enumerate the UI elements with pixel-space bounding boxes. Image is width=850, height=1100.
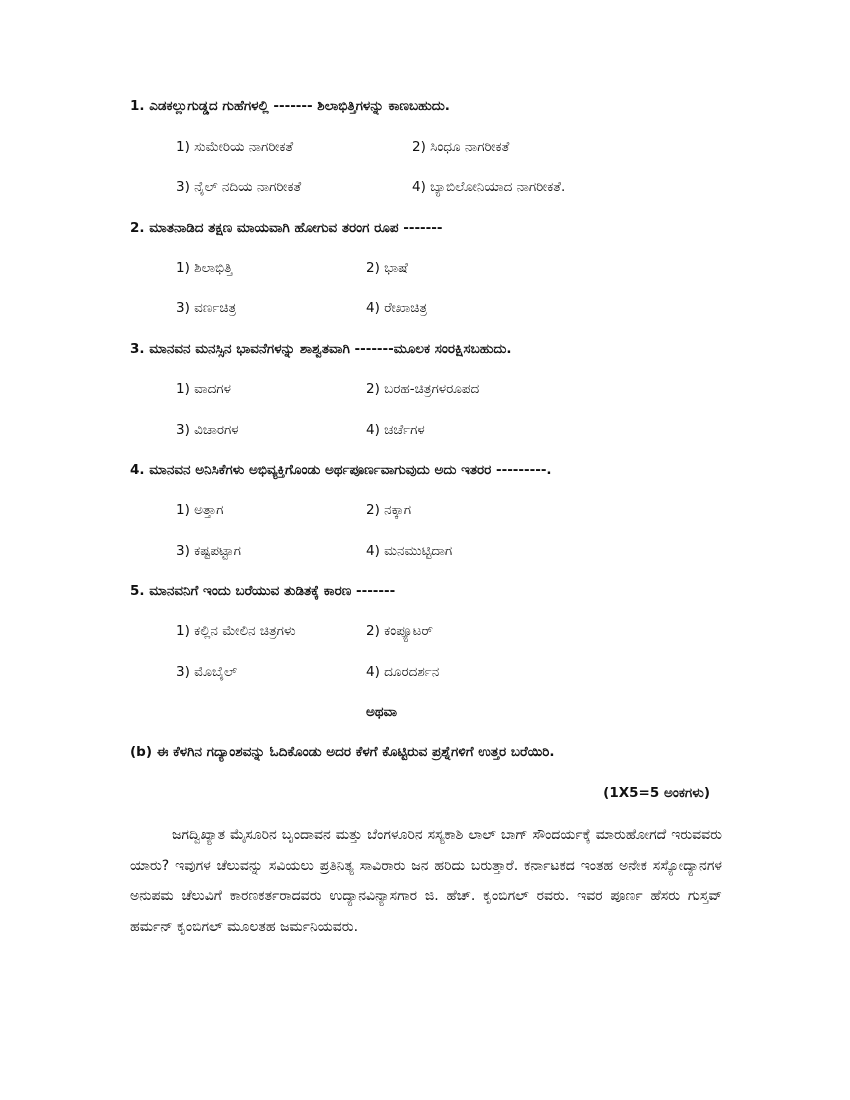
marks-label: (1X5=5 ಅಂಕಗಳು) bbox=[603, 785, 710, 801]
q1-option-2: 2) ಸಿಂಧೂ ನಾಗರೀಕತೆ bbox=[412, 139, 510, 155]
q2-option-2: 2) ಭಾಷೆ bbox=[366, 260, 408, 276]
q4-option-2: 2) ನಕ್ಕಾಗ bbox=[366, 502, 412, 518]
question-2: 2. ಮಾತನಾಡಿದ ತಕ್ಷಣ ಮಾಯವಾಗಿ ಹೋಗುವ ತರಂಗ ರೂಪ ------- bbox=[130, 220, 443, 236]
question-4: 4. ಮಾನವನ ಅನಿಸಿಕೆಗಳು ಅಭಿವ್ಯಕ್ತಿಗೊಂಡು ಅರ್ಥಪೂರ್ಣವಾಗುವುದು ಅದು ಇತರರ ---------. bbox=[130, 462, 552, 478]
q1-option-3: 3) ನೈಲ್ ನದಿಯ ನಾಗರೀಕತೆ bbox=[176, 179, 302, 195]
q4-option-1: 1) ಅತ್ತಾಗ bbox=[176, 502, 224, 518]
q2-option-3: 3) ವರ್ಣಚಿತ್ರ bbox=[176, 300, 237, 316]
q5-option-1: 1) ಕಲ್ಲಿನ ಮೇಲಿನ ಚಿತ್ರಗಳು bbox=[176, 623, 296, 639]
q3-option-4: 4) ಚರ್ಚೆಗಳ bbox=[366, 422, 425, 438]
question-1: 1. ಎಡಕಲ್ಲುಗುಡ್ಡದ ಗುಹೆಗಳಲ್ಲಿ ------- ಶಿಲಾಭಿತ್ತಿಗಳನ್ನು ಕಾಣಬಹುದು. bbox=[130, 98, 450, 114]
or-label: ಅಥವಾ bbox=[366, 704, 398, 720]
q3-option-3: 3) ವಿಚಾರಗಳ bbox=[176, 422, 239, 438]
q5-option-3: 3) ಮೊಬೈಲ್ bbox=[176, 664, 238, 680]
q5-option-4: 4) ದೂರದರ್ಶನ bbox=[366, 664, 440, 680]
q1-option-4: 4) ಬ್ಯಾಬಿಲೋನಿಯಾದ ನಾಗರೀಕತೆ. bbox=[412, 179, 566, 195]
q3-option-2: 2) ಬರಹ-ಚಿತ್ರಗಳರೂಪದ bbox=[366, 381, 480, 397]
section-b-instruction: (b) ಈ ಕೆಳಗಿನ ಗದ್ಯಾಂಶವನ್ನು ಓದಿಕೊಂಡು ಅದರ ಕೆಳಗೆ ಕೊಟ್ಟಿರುವ ಪ್ರಶ್ನೆಗಳಿಗೆ ಉತ್ತರ ಬರೆಯಿರಿ. bbox=[130, 744, 555, 760]
q2-option-4: 4) ರೇಖಾಚಿತ್ರ bbox=[366, 300, 428, 316]
q5-option-2: 2) ಕಂಪ್ಯೂಟರ್ bbox=[366, 623, 433, 639]
q2-option-1: 1) ಶಿಲಾಭಿತ್ತಿ bbox=[176, 260, 233, 276]
q4-option-4: 4) ಮನಮುಟ್ಟಿದಾಗ bbox=[366, 543, 453, 559]
question-3: 3. ಮಾನವನ ಮನಸ್ಸಿನ ಭಾವನೆಗಳನ್ನು ಶಾಶ್ವತವಾಗಿ -------ಮೂಲಕ ಸಂರಕ್ಷಿಸಬಹುದು. bbox=[130, 341, 512, 357]
question-5: 5. ಮಾನವನಿಗೆ ಇಂದು ಬರೆಯುವ ತುಡಿತಕ್ಕೆ ಕಾರಣ ------- bbox=[130, 583, 396, 599]
q4-option-3: 3) ಕಷ್ಟಪಟ್ಟಾಗ bbox=[176, 543, 241, 559]
q3-option-1: 1) ವಾದಗಳ bbox=[176, 381, 231, 397]
passage-text: ಜಗದ್ವಿಖ್ಯಾತ ಮೈಸೂರಿನ ಬೃಂದಾವನ ಮತ್ತು ಬೆಂಗಳೂರಿನ ಸಸ್ಯಕಾಶಿ ಲಾಲ್ ಬಾಗ್ ಸೌಂದರ್ಯಕ್ಕೆ ಮಾರುಹೋಗದೆ ಇರುವವರು ಯಾರು? ಇವುಗಳ ಚೆಲುವನ್ನು ಸವಿಯಲು ಪ್ರತಿನಿತ್ಯ ಸಾವಿರಾರು ಜನ ಹರಿದು ಬರುತ್ತಾರೆ. ಕರ್ನಾಟಕದ ಇಂತಹ ಅನೇಕ ಸಸ್ಯೋದ್ಯಾನಗಳ ಅನುಪಮ ಚೆಲುವಿಗೆ ಕಾರಣಕರ್ತರಾದವರು ಉದ್ಯಾನವಿನ್ಯಾಸಗಾರ ಜಿ. ಹೆಚ್. ಕೃಂಬಿಗಲ್ ರವರು. ಇವರ ಪೂರ್ಣ ಹೆಸರು ಗುಸ್ತವ್ ಹರ್ಮನ್ ಕೃಂಬಿಗಲ್ ಮೂಲತಹ ಜರ್ಮನಿಯವರು. bbox=[130, 827, 722, 935]
q1-option-1: 1) ಸುಮೇರಿಯ ನಾಗರೀಕತೆ bbox=[176, 139, 294, 155]
